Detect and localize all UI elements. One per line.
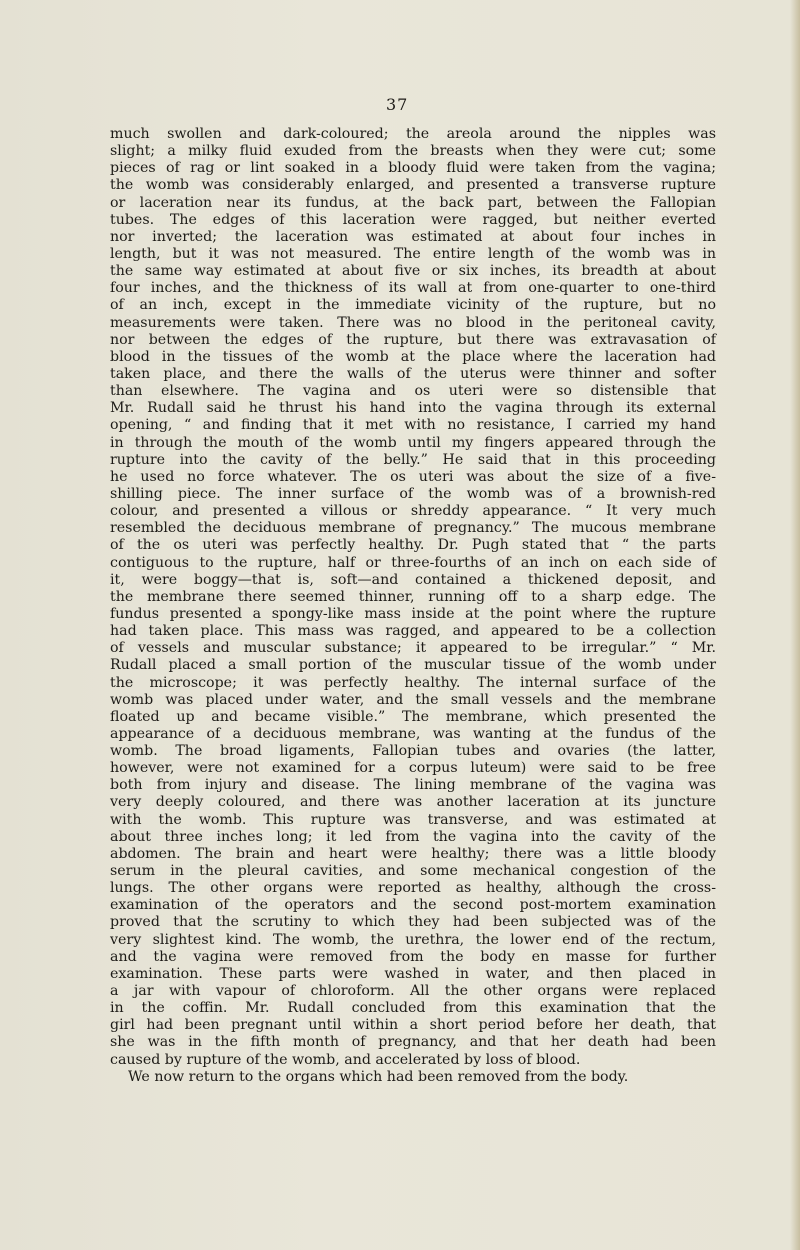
text-line: contiguous to the rupture, half or three-fourths of an inch on each side of — [110, 554, 716, 571]
text-line: much swollen and dark-coloured; the areola around the nipples was — [110, 126, 716, 142]
text-line: nor inverted; the laceration was estimated at about four inches in — [110, 228, 716, 245]
body-text — [110, 126, 716, 1086]
text-line: rupture into the cavity of the belly.” He said that in this proceeding — [110, 451, 716, 468]
text-line: the microscope; it was perfectly healthy. The internal surface of the — [110, 674, 716, 691]
text-line: a jar with vapour of chloroform. All the other organs were replaced — [110, 983, 716, 1000]
text-line: slight; a milky fluid exuded from the breasts when they were cut; some — [110, 143, 716, 160]
text-line: in through the mouth of the womb until my fingers appeared through the — [110, 434, 716, 451]
text-line: shilling piece. The inner surface of the womb was of a brownish-red — [110, 485, 716, 502]
text-line: had taken place. This mass was ragged, and appeared to be a collection — [110, 623, 716, 640]
page-number: 37 — [386, 95, 409, 114]
text-line: the womb was considerably enlarged, and presented a transverse rupture — [110, 177, 716, 194]
text-line: and the vagina were removed from the body en masse for further — [110, 948, 716, 965]
text-line: both from injury and disease. The lining membrane of the vagina was — [110, 777, 716, 794]
text-line: or laceration near its fundus, at the back part, between the Fallopian — [110, 194, 716, 211]
text-line: very deeply coloured, and there was another laceration at its juncture — [110, 794, 716, 811]
text-line: pieces of rag or lint soaked in a bloody fluid were taken from the vagina; — [110, 160, 716, 177]
text-line: very slightest kind. The womb, the urethra, the lower end of the rectum, — [110, 931, 716, 948]
text-line: colour, and presented a villous or shreddy appearance. “ It very much — [110, 503, 716, 520]
text-line: of an inch, except in the immediate vicinity of the rupture, but no — [110, 297, 716, 314]
text-line: blood in the tissues of the womb at the place where the laceration had — [110, 348, 716, 365]
text-line: length, but it was not measured. The entire length of the womb was in — [110, 245, 716, 262]
text-line: Mr. Rudall said he thrust his hand into the vagina through its external — [110, 400, 716, 417]
text-line: lungs. The other organs were reported as healthy, although the cross- — [110, 880, 716, 897]
text-line: nor between the edges of the rupture, but there was extravasation of — [110, 331, 716, 348]
text-line: Rudall placed a small portion of the muscular tissue of the womb under — [110, 657, 716, 674]
text-line: resembled the deciduous membrane of pregnancy.” The mucous membrane — [110, 520, 716, 537]
text-line: abdomen. The brain and heart were healthy; there was a little bloody — [110, 845, 716, 862]
text-line: four inches, and the thickness of its wall at from one-quarter to one-third — [110, 280, 716, 297]
text-line: she was in the fifth month of pregnancy, and that her death had been — [110, 1034, 716, 1051]
text-line: serum in the pleural cavities, and some mechanical congestion of the — [110, 863, 716, 880]
text-line: taken place, and there the walls of the uterus were thinner and softer — [110, 365, 716, 382]
text-line: the membrane there seemed thinner, running off to a sharp edge. The — [110, 588, 716, 605]
text-line: womb. The broad ligaments, Fallopian tubes and ovaries (the latter, — [110, 743, 716, 760]
text-line: of the os uteri was perfectly healthy. Dr. Pugh stated that “ the parts — [110, 537, 716, 554]
text-line: opening, “ and finding that it met with no resistance, I carried my hand — [110, 417, 716, 434]
page-edge-shadow — [790, 0, 800, 1250]
text-line: examination. These parts were washed in water, and then placed in — [110, 965, 716, 982]
text-line: caused by rupture of the womb, and accelerated by loss of blood. — [110, 1051, 581, 1068]
text-line: tubes. The edges of this laceration were ragged, but neither everted — [110, 211, 716, 228]
text-line: appearance of a deciduous membrane, was wanting at the fundus of the — [110, 725, 716, 742]
text-line: floated up and became visible.” The membrane, which presented the — [110, 708, 716, 725]
text-line: womb was placed under water, and the small vessels and the membrane — [110, 691, 716, 708]
text-line: fundus presented a spongy-like mass inside at the point where the rupture — [110, 605, 716, 622]
text-line: than elsewhere. The vagina and os uteri were so distensible that — [110, 383, 716, 400]
text-line: measurements were taken. There was no blood in the peritoneal cavity, — [110, 314, 716, 331]
text-line: about three inches long; it led from the vagina into the cavity of the — [110, 828, 716, 845]
text-line: he used no force whatever. The os uteri was about the size of a five- — [110, 468, 716, 485]
text-line: We now return to the organs which had been removed from the body. — [128, 1068, 629, 1085]
text-line: proved that the scrutiny to which they had been subjected was of the — [110, 914, 716, 931]
text-line: with the womb. This rupture was transverse, and was estimated at — [110, 811, 716, 828]
text-line: of vessels and muscular substance; it appeared to be irregular.” “ Mr. — [110, 640, 716, 657]
text-line: girl had been pregnant until within a short period before her death, that — [110, 1017, 716, 1034]
text-line: it, were boggy—that is, soft—and contained a thickened deposit, and — [110, 571, 716, 588]
text-line: examination of the operators and the second post-mortem examination — [110, 897, 716, 914]
text-line: however, were not examined for a corpus luteum) were said to be free — [110, 760, 716, 777]
text-line: in the coffin. Mr. Rudall concluded from this examination that the — [110, 1000, 716, 1017]
text-line: the same way estimated at about five or six inches, its breadth at about — [110, 263, 716, 280]
